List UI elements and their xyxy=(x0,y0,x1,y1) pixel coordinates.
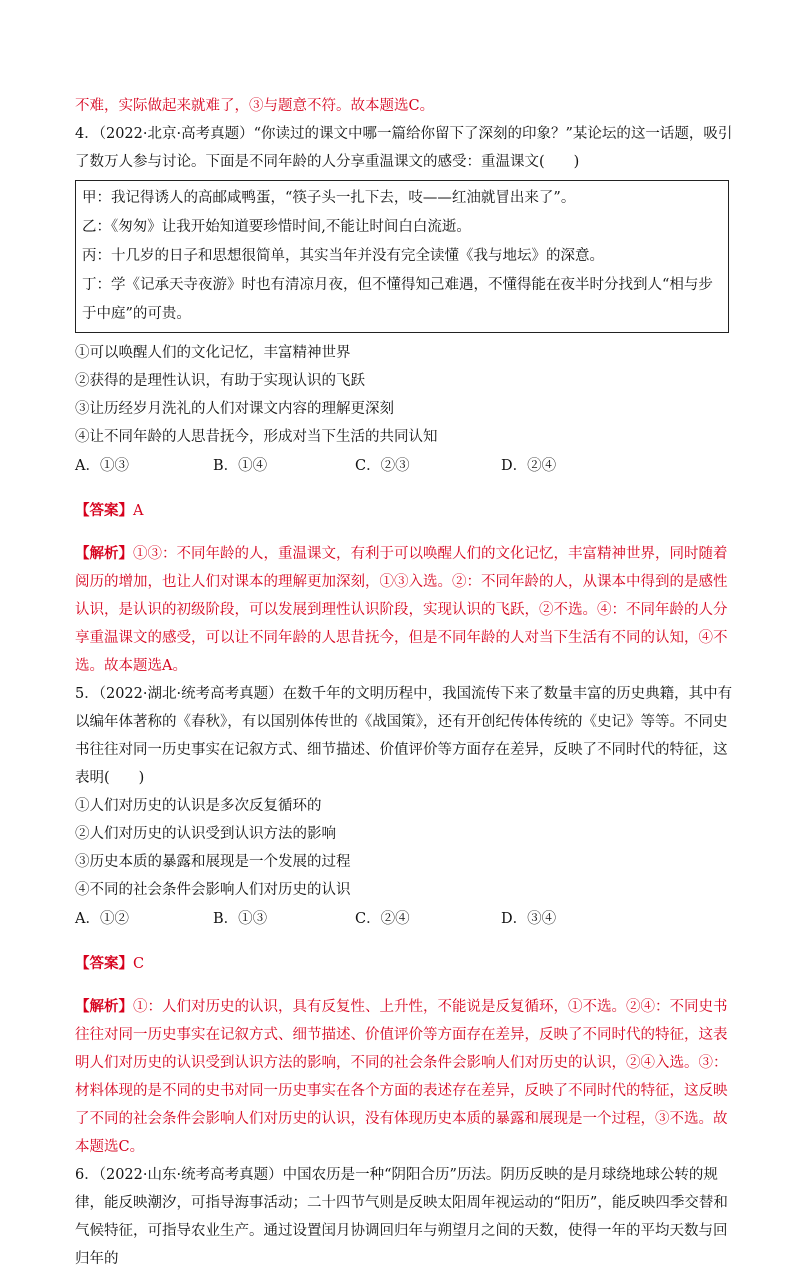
question-5-analysis xyxy=(75,993,735,1161)
material-line: 丙：十几岁的日子和思想很简单，其实当年并没有完全读懂《我与地坛》的深意。 xyxy=(82,248,604,264)
document-page xyxy=(75,92,735,1273)
question-4-analysis xyxy=(75,540,735,680)
question-5-options xyxy=(75,904,735,934)
option-c: C．②④ xyxy=(355,911,410,927)
statement: ②获得的是理性认识，有助于实现认识的飞跃 xyxy=(75,373,365,389)
material-line: 甲：我记得诱人的高邮咸鸭蛋，“筷子头一扎下去，吱——红油就冒出来了”。 xyxy=(82,190,576,206)
statement: ③历史本质的暴露和展现是一个发展的过程 xyxy=(75,854,351,870)
answer-value: A xyxy=(133,502,144,519)
analysis-label: 【解析】 xyxy=(75,545,133,562)
option-a: A．①③ xyxy=(75,458,129,474)
option-a: A．①② xyxy=(75,911,129,927)
question-5-answer xyxy=(75,949,735,979)
statement: ①人们对历史的认识是多次反复循环的 xyxy=(75,798,322,814)
statement: ③让历经岁月洗礼的人们对课文内容的理解更深刻 xyxy=(75,401,394,417)
answer-label: 【答案】 xyxy=(75,501,133,519)
previous-analysis-continuation: 不难，实际做起来就难了，③与题意不符。故本题选C。 xyxy=(75,98,435,114)
statement: ②人们对历史的认识受到认识方法的影响 xyxy=(75,826,336,842)
statement: ①可以唤醒人们的文化记忆，丰富精神世界 xyxy=(75,345,351,361)
analysis-label: 【解析】 xyxy=(75,998,133,1015)
analysis-text: ①：人们对历史的认识，具有反复性、上升性，不能说是反复循环，①不选。②④：不同史书往往对同一历史事实在记叙方式、细节描述、价值评价等方面存在差异，反映了不同时代的特征，这表明人们对历史的认识受到认识方法的影响，不同的社会条件会影响人们对历史的认识，②④入选。③：材料体现的是不同的史书对同一历史事实在各个方面的表述存在差异，反映了不同时代的特征，这反映了不同的社会条件会影响人们对历史的认识，没有体现历史本质的暴露和展现是一个过程，③不选。故本题选C。 xyxy=(75,999,728,1155)
answer-label: 【答案】 xyxy=(75,954,133,972)
option-c: C．②③ xyxy=(355,458,410,474)
option-b: B．①④ xyxy=(213,458,268,474)
analysis-text: ①③：不同年龄的人，重温课文，有利于可以唤醒人们的文化记忆，丰富精神世界，同时随着阅历的增加，也让人们对课本的理解更加深刻，①③入选。②：不同年龄的人，从课本中得到的是感性认识，是认识的初级阶段，可以发展到理性认识阶段，实现认识的飞跃，②不选。④：不同年龄的人分享重温课文的感受，可以让不同年龄的人思昔抚今，但是不同年龄的人对当下生活有不同的认知，④不选。故本题选A。 xyxy=(75,546,728,674)
option-d: D．②④ xyxy=(501,458,557,474)
option-b: B．①③ xyxy=(213,911,268,927)
material-line: 丁：学《记承天寺夜游》时也有清凉月夜，但不懂得知己难遇，不懂得能在夜半时分找到人“相与步于中庭”的可贵。 xyxy=(82,277,713,322)
material-line: 乙：《匆匆》让我开始知道要珍惜时间,不能让时间白白流逝。 xyxy=(82,219,471,235)
answer-value: C xyxy=(133,955,145,972)
option-d: D．③④ xyxy=(501,911,557,927)
question-4-stem: 4．（2022·北京·高考真题）“你读过的课文中哪一篇给你留下了深刻的印象？”某论坛的这一话题，吸引了数万人参与讨论。下面是不同年龄的人分享重温课文的感受：重温课文( ) xyxy=(75,126,733,170)
statement: ④不同的社会条件会影响人们对历史的认识 xyxy=(75,882,351,898)
question-6-stem: 6．（2022·山东·统考高考真题）中国农历是一种“阴阳合历”历法。阴历反映的是月球绕地球公转的规律，能反映潮汐，可指导海事活动；二十四节气则是反映太阳周年视运动的“阳历”，能反映四季交替和气候特征，可指导农业生产。通过设置闰月协调回归年与朔望月之间的天数，使得一年的平均天数与回归年的 xyxy=(75,1167,728,1267)
statement: ④让不同年龄的人思昔抚今，形成对当下生活的共同认知 xyxy=(75,429,438,445)
question-5-stem: 5．（2022·湖北·统考高考真题）在数千年的文明历程中，我国流传下来了数量丰富的历史典籍，其中有以编年体著称的《春秋》，有以国别体传世的《战国策》，还有开创纪传体传统的《史记》等等。不同史书往往对同一历史事实在记叙方式、细节描述、价值评价等方面存在差异，反映了不同时代的特征，这表明( ) xyxy=(75,686,733,786)
question-4-material-box xyxy=(75,180,729,333)
question-4-options xyxy=(75,451,735,481)
question-4-answer xyxy=(75,496,735,526)
